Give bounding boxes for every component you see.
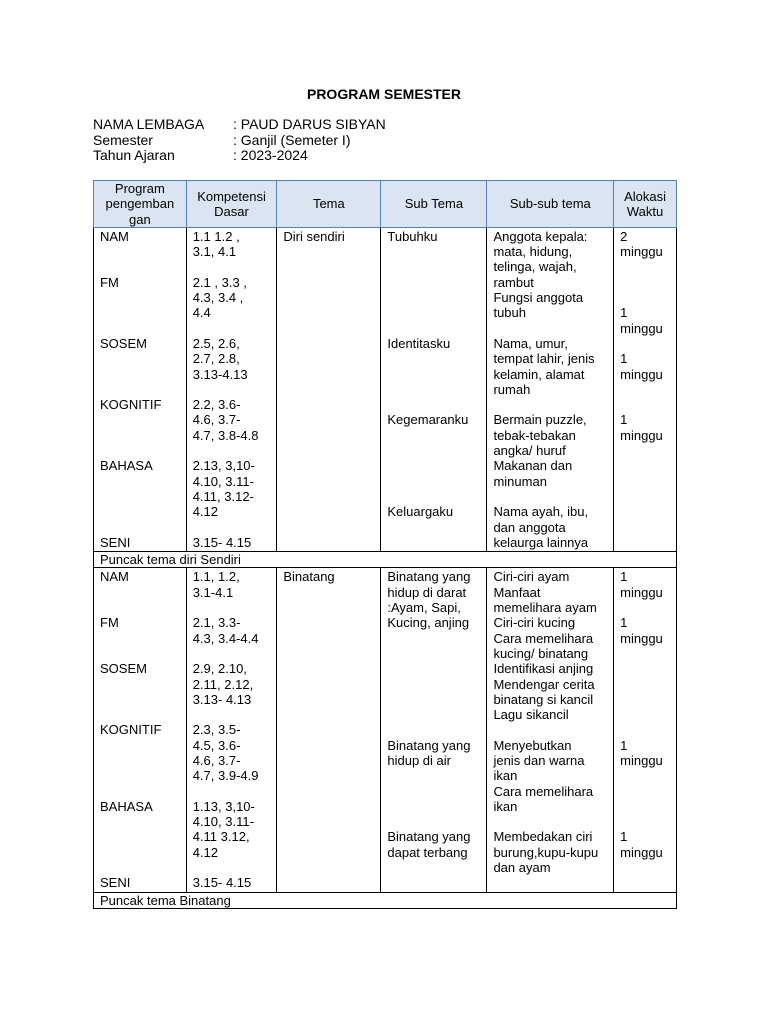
cell-sub-sub-tema xyxy=(487,568,614,892)
cell-alokasi-waktu xyxy=(614,227,677,551)
cell-line: FM xyxy=(100,274,119,290)
info-block xyxy=(93,117,386,164)
cell-line: 4.3, 3.4-4.4 xyxy=(192,630,259,646)
cell-line: 1 xyxy=(620,412,628,428)
cell-line: 1 xyxy=(620,351,628,367)
cell-line: hidup di air xyxy=(387,752,451,768)
cell-tema xyxy=(277,568,381,892)
cell-line: minggu xyxy=(620,320,663,336)
cell-line xyxy=(620,382,670,397)
cell-line: binatang si kancil xyxy=(493,691,594,707)
cell-line: Identitasku xyxy=(387,335,451,351)
cell-program xyxy=(94,568,187,892)
cell-line: mata, hidung, xyxy=(493,244,573,260)
cell-line: 2.5, 2.6, xyxy=(192,335,240,351)
cell-line: 2.11, 2.12, xyxy=(192,676,254,692)
cell-line xyxy=(387,305,480,320)
cell-line xyxy=(100,474,180,489)
cell-line xyxy=(387,321,480,336)
cell-line xyxy=(193,259,271,274)
cell-line: BAHASA xyxy=(100,458,153,474)
cell-line: minggu xyxy=(620,366,663,382)
cell-line xyxy=(387,677,480,692)
cell-line: 2.9, 2.10, xyxy=(192,661,247,677)
cell-line: 1.1 1.2 , xyxy=(192,228,240,244)
cell-line: angka/ huruf xyxy=(493,443,566,459)
cell-line xyxy=(620,814,670,829)
cell-line: Cara memelihara xyxy=(493,783,594,799)
program-table xyxy=(93,180,677,909)
cell-line xyxy=(100,259,180,274)
cell-line xyxy=(100,738,180,753)
cell-line xyxy=(100,814,180,829)
cell-line: Fungsi anggota xyxy=(493,290,584,306)
cell-line: 4.6, 3.7- xyxy=(192,752,241,768)
cell-line: tubuh xyxy=(493,305,526,321)
cell-sub-tema xyxy=(381,227,487,551)
cell-line: Bermain puzzle, xyxy=(493,412,587,428)
cell-line: ikan xyxy=(493,768,518,784)
cell-line xyxy=(100,753,180,768)
cell-line xyxy=(387,458,480,473)
cell-line xyxy=(493,397,607,412)
cell-line xyxy=(620,646,670,661)
cell-line xyxy=(620,692,670,707)
cell-line xyxy=(100,290,180,305)
cell-line xyxy=(620,259,670,274)
cell-line xyxy=(620,799,670,814)
cell-line xyxy=(387,661,480,676)
cell-line xyxy=(100,321,180,336)
cell-line: 2.1 , 3.3 , xyxy=(192,274,247,290)
cell-line xyxy=(100,520,180,535)
cell-line xyxy=(387,290,480,305)
cell-line: 4.4 xyxy=(192,305,211,321)
cell-line: 4.12 xyxy=(192,844,219,860)
cell-line: Mendengar cerita xyxy=(493,676,595,692)
cell-line: 4.7, 3.9-4.9 xyxy=(192,768,259,784)
cell-line: Menyebutkan xyxy=(493,737,572,753)
cell-line xyxy=(193,600,271,615)
cell-line: 2 xyxy=(620,228,628,244)
puncak-tema-label: Puncak tema diri Sendiri xyxy=(94,552,677,568)
cell-line xyxy=(100,443,180,458)
cell-kompetensi-dasar xyxy=(186,227,277,551)
cell-line xyxy=(100,428,180,443)
cell-line: minuman xyxy=(493,473,547,489)
table-row-puncak-diri-sendiri xyxy=(94,552,677,568)
table-row-binatang xyxy=(94,568,677,892)
cell-line: Binatang xyxy=(283,569,335,585)
header-alokasi-waktu: Alokasi Waktu xyxy=(614,181,677,228)
info-row-tahun xyxy=(93,148,386,164)
info-value: : Ganjil (Semeter I) xyxy=(233,131,351,148)
info-label: NAMA LEMBAGA xyxy=(93,116,205,132)
cell-line: hidup di darat xyxy=(387,584,467,600)
cell-line: Tubuhku xyxy=(387,228,438,244)
cell-line xyxy=(387,351,480,366)
cell-line xyxy=(193,860,271,875)
cell-line: 4.6, 3.7- xyxy=(192,412,241,428)
cell-line: tempat lahir, jenis xyxy=(493,351,595,367)
header-kompetensi-dasar: Kompetensi Dasar xyxy=(186,181,277,228)
cell-line: Ciri-ciri ayam xyxy=(493,569,570,585)
cell-line: kucing/ binatang xyxy=(493,645,589,661)
cell-line: 4.7, 3.8-4.8 xyxy=(192,427,259,443)
info-label: Tahun Ajaran xyxy=(93,147,175,163)
header-program: Program pengemban gan xyxy=(94,181,187,228)
cell-line: jenis dan warna xyxy=(493,752,585,768)
cell-line: NAM xyxy=(100,228,129,244)
info-row-semester xyxy=(93,133,386,149)
cell-line xyxy=(100,692,180,707)
info-row-lembaga xyxy=(93,117,386,133)
cell-line: 4.10, 3.11- xyxy=(192,473,254,489)
cell-line xyxy=(100,489,180,504)
cell-line xyxy=(387,474,480,489)
cell-line: telinga, wajah, xyxy=(493,259,577,275)
cell-line: 1 xyxy=(620,737,628,753)
cell-line: dan anggota xyxy=(493,519,566,535)
cell-line: 1.13, 3,10- xyxy=(192,798,255,814)
cell-line: Anggota kepala: xyxy=(493,228,588,244)
cell-line xyxy=(620,707,670,722)
cell-line xyxy=(387,799,480,814)
info-value: : PAUD DARUS SIBYAN xyxy=(233,116,386,132)
cell-line: Lagu sikancil xyxy=(493,707,569,723)
cell-line xyxy=(493,814,607,829)
cell-line: 4.11 3.12, xyxy=(192,829,250,845)
cell-line: Ciri-ciri kucing xyxy=(493,615,576,631)
cell-line: KOGNITIF xyxy=(100,397,162,413)
cell-line xyxy=(493,489,607,504)
cell-line xyxy=(100,351,180,366)
cell-line xyxy=(387,428,480,443)
cell-line xyxy=(620,397,670,412)
cell-line: Nama, umur, xyxy=(493,335,568,351)
cell-line: :Ayam, Sapi, xyxy=(387,600,461,616)
cell-line: Binatang yang xyxy=(387,569,471,585)
cell-line xyxy=(100,412,180,427)
cell-line: rambut xyxy=(493,274,534,290)
header-sub-sub-tema: Sub-sub tema xyxy=(487,181,614,228)
cell-line xyxy=(387,489,480,504)
cell-line xyxy=(387,784,480,799)
cell-line: kelaurga lainnya xyxy=(493,534,589,550)
cell-line: minggu xyxy=(620,427,663,443)
cell-line xyxy=(620,661,670,676)
cell-line: 3.13-4.13 xyxy=(192,366,248,382)
cell-line xyxy=(100,367,180,382)
cell-line xyxy=(193,784,271,799)
cell-line: minggu xyxy=(620,844,663,860)
cell-sub-tema xyxy=(381,568,487,892)
puncak-tema-label: Puncak tema Binatang xyxy=(94,892,677,908)
cell-line: 4.5, 3.6- xyxy=(192,737,241,753)
info-value: : 2023-2024 xyxy=(233,147,308,163)
cell-line xyxy=(387,646,480,661)
cell-line: BAHASA xyxy=(100,798,153,814)
cell-line xyxy=(100,631,180,646)
cell-line xyxy=(387,814,480,829)
cell-line: 2.7, 2.8, xyxy=(192,351,240,367)
cell-line xyxy=(193,382,271,397)
cell-line xyxy=(100,677,180,692)
cell-line: KOGNITIF xyxy=(100,722,162,738)
cell-line: FM xyxy=(100,615,119,631)
cell-line: dapat terbang xyxy=(387,844,468,860)
cell-line xyxy=(620,336,670,351)
cell-line xyxy=(100,504,180,519)
cell-line: SENI xyxy=(100,875,131,891)
cell-line xyxy=(620,275,670,290)
cell-line: Binatang yang xyxy=(387,737,471,753)
cell-line xyxy=(100,646,180,661)
cell-line: Manfaat xyxy=(493,584,541,600)
cell-line: minggu xyxy=(620,244,663,260)
cell-line xyxy=(620,784,670,799)
cell-line xyxy=(193,707,271,722)
cell-line: Membedakan ciri xyxy=(493,829,593,845)
cell-line: rumah xyxy=(493,381,531,397)
cell-line: Nama ayah, ibu, xyxy=(493,504,589,520)
cell-line: memelihara ayam xyxy=(493,600,597,616)
cell-line: Makanan dan xyxy=(493,458,573,474)
cell-sub-sub-tema xyxy=(487,227,614,551)
cell-line: 1 xyxy=(620,305,628,321)
table-header-row xyxy=(94,181,677,228)
cell-line xyxy=(387,768,480,783)
cell-line xyxy=(387,259,480,274)
cell-line xyxy=(493,321,607,336)
cell-line xyxy=(493,722,607,737)
cell-line xyxy=(193,646,271,661)
cell-line: 2.2, 3.6- xyxy=(192,397,241,413)
cell-line xyxy=(100,600,180,615)
cell-line: burung,kupu-kupu xyxy=(493,844,599,860)
cell-line xyxy=(193,443,271,458)
cell-line: 3.15- 4.15 xyxy=(192,875,252,891)
cell-tema xyxy=(277,227,381,551)
cell-line xyxy=(387,275,480,290)
cell-line: Kegemaranku xyxy=(387,412,469,428)
cell-line xyxy=(100,382,180,397)
cell-line xyxy=(193,321,271,336)
cell-line xyxy=(100,305,180,320)
cell-line: 3.1-4.1 xyxy=(192,584,234,600)
cell-line xyxy=(387,382,480,397)
cell-alokasi-waktu xyxy=(614,568,677,892)
cell-line xyxy=(100,860,180,875)
cell-line xyxy=(387,397,480,412)
cell-line: Identifikasi anjing xyxy=(493,661,594,677)
cell-line: tebak-tebakan xyxy=(493,427,576,443)
cell-line xyxy=(100,829,180,844)
cell-line xyxy=(620,290,670,305)
cell-line xyxy=(100,845,180,860)
cell-line xyxy=(387,631,480,646)
cell-line xyxy=(100,768,180,783)
info-label: Semester xyxy=(93,131,153,148)
cell-line: 2.3, 3.5- xyxy=(192,722,241,738)
cell-line xyxy=(620,722,670,737)
cell-line: dan ayam xyxy=(493,860,551,876)
cell-line: 1.1, 1.2, xyxy=(192,569,240,585)
table-row-puncak-binatang xyxy=(94,892,677,908)
cell-kompetensi-dasar xyxy=(186,568,277,892)
cell-line xyxy=(387,443,480,458)
cell-line: SENI xyxy=(100,534,131,550)
cell-line xyxy=(620,768,670,783)
cell-line: Cara memelihara xyxy=(493,630,594,646)
header-sub-tema: Sub Tema xyxy=(381,181,487,228)
cell-line xyxy=(387,367,480,382)
cell-line xyxy=(100,784,180,799)
cell-line: 2.13, 3,10- xyxy=(192,458,255,474)
cell-line: 4.3, 3.4 , xyxy=(192,290,244,306)
table-row-diri-sendiri xyxy=(94,227,677,551)
cell-line: ikan xyxy=(493,798,518,814)
cell-line xyxy=(193,520,271,535)
cell-line xyxy=(100,707,180,722)
cell-line: 1 xyxy=(620,829,628,845)
cell-line xyxy=(100,244,180,259)
cell-line: 3.13- 4.13 xyxy=(192,691,252,707)
cell-line xyxy=(387,707,480,722)
cell-line xyxy=(620,600,670,615)
cell-line: Diri sendiri xyxy=(283,228,345,244)
cell-line: SOSEM xyxy=(100,335,147,351)
cell-program xyxy=(94,227,187,551)
cell-line: 1 xyxy=(620,615,628,631)
cell-line xyxy=(100,585,180,600)
cell-line: 1 xyxy=(620,569,628,585)
cell-line: 3.15- 4.15 xyxy=(192,534,252,550)
cell-line: Kucing, anjing xyxy=(387,615,470,631)
cell-line: 2.1, 3.3- xyxy=(192,615,241,631)
cell-line xyxy=(387,244,480,259)
cell-line: SOSEM xyxy=(100,661,147,677)
cell-line: 4.11, 3.12- xyxy=(192,488,254,504)
header-tema: Tema xyxy=(277,181,381,228)
cell-line: minggu xyxy=(620,752,663,768)
cell-line: 4.10, 3.11- xyxy=(192,814,254,830)
cell-line: kelamin, alamat xyxy=(493,366,585,382)
cell-line: Binatang yang xyxy=(387,829,471,845)
cell-line: 3.1, 4.1 xyxy=(192,244,237,260)
cell-line xyxy=(387,722,480,737)
cell-line xyxy=(620,677,670,692)
cell-line: NAM xyxy=(100,569,129,585)
cell-line: minggu xyxy=(620,630,663,646)
cell-line: Keluargaku xyxy=(387,504,454,520)
cell-line: 4.12 xyxy=(192,504,219,520)
cell-line xyxy=(387,692,480,707)
cell-line: minggu xyxy=(620,584,663,600)
page-title: PROGRAM SEMESTER xyxy=(306,86,461,102)
